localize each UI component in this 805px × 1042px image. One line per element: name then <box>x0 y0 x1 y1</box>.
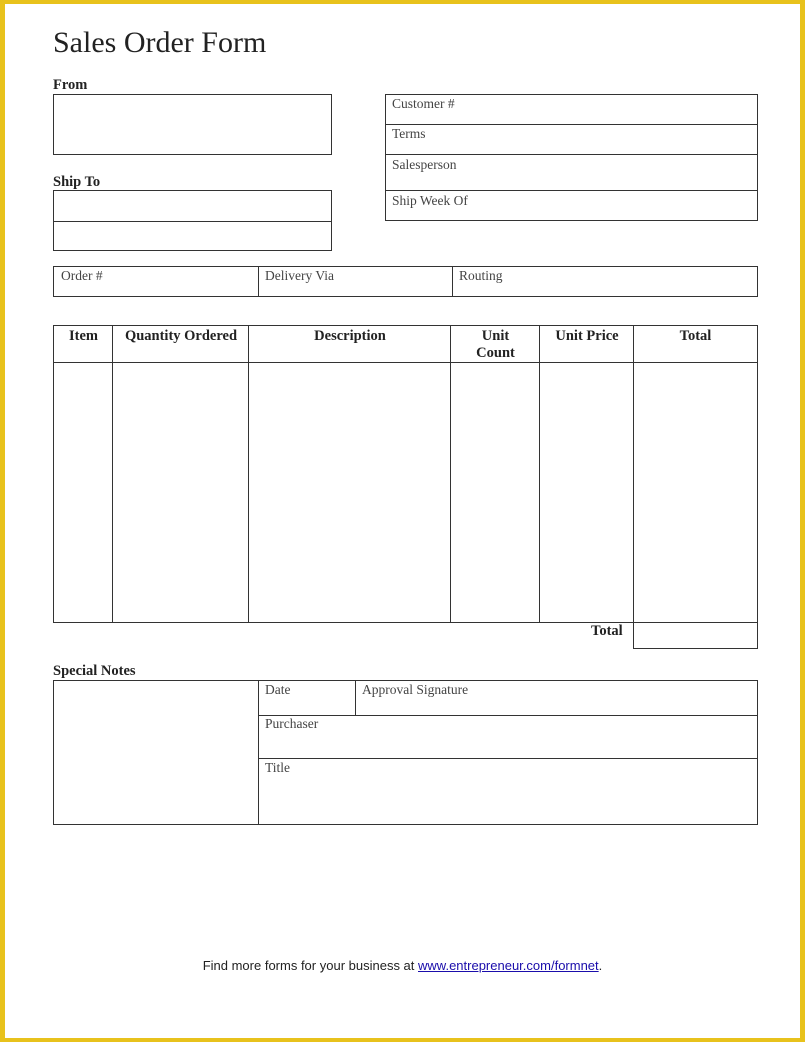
column-header-quantity: Quantity Ordered <box>124 328 238 344</box>
terms-label: Terms <box>392 126 426 141</box>
purchaser-label: Purchaser <box>265 716 319 731</box>
page-title: Sales Order Form <box>53 26 267 59</box>
routing-label: Routing <box>459 268 503 283</box>
notes-approval-box[interactable] <box>53 680 758 825</box>
order-divider-1 <box>258 267 259 296</box>
footer <box>0 958 805 973</box>
terms-divider <box>386 154 757 155</box>
footer-link[interactable]: www.entrepreneur.com/formnet <box>418 958 599 973</box>
ship-to-field[interactable] <box>53 190 332 251</box>
from-label: From <box>53 77 88 93</box>
salesperson-divider <box>386 190 757 191</box>
column-header-total: Total <box>679 328 712 344</box>
delivery-via-label: Delivery Via <box>265 268 335 283</box>
column-header-item: Item <box>69 328 98 344</box>
ship-to-label: Ship To <box>53 174 101 190</box>
title-label: Title <box>265 760 291 775</box>
ship-week-label: Ship Week Of <box>392 193 468 208</box>
grand-total-label: Total <box>591 623 623 639</box>
column-header-unit-count: Unit Count <box>476 328 515 361</box>
purchaser-row-divider <box>258 758 757 759</box>
order-row[interactable] <box>53 266 758 297</box>
customer-info-box[interactable] <box>385 94 758 221</box>
footer-end: . <box>598 958 603 973</box>
order-number-label: Order # <box>61 268 103 283</box>
customer-divider <box>386 124 757 125</box>
date-approval-divider <box>355 681 356 715</box>
customer-number-label: Customer # <box>392 96 455 111</box>
col-divider-5 <box>633 326 634 622</box>
grand-total-field[interactable] <box>633 622 758 649</box>
salesperson-label: Salesperson <box>392 157 457 172</box>
order-divider-2 <box>452 267 453 296</box>
notes-divider <box>258 681 259 824</box>
column-header-description: Description <box>314 328 386 344</box>
special-notes-label: Special Notes <box>53 663 136 679</box>
approval-signature-label: Approval Signature <box>362 682 469 697</box>
column-header-unit-price: Unit Price <box>555 328 619 344</box>
from-field[interactable] <box>53 94 332 155</box>
date-label: Date <box>265 682 291 697</box>
date-row-divider <box>258 715 757 716</box>
items-table[interactable] <box>53 325 758 623</box>
col-divider-4 <box>539 326 540 622</box>
col-divider-3 <box>450 326 451 622</box>
footer-text: Find more forms for your business at <box>202 958 419 973</box>
col-divider-1 <box>112 326 113 622</box>
ship-to-divider <box>54 221 331 222</box>
col-divider-2 <box>248 326 249 622</box>
